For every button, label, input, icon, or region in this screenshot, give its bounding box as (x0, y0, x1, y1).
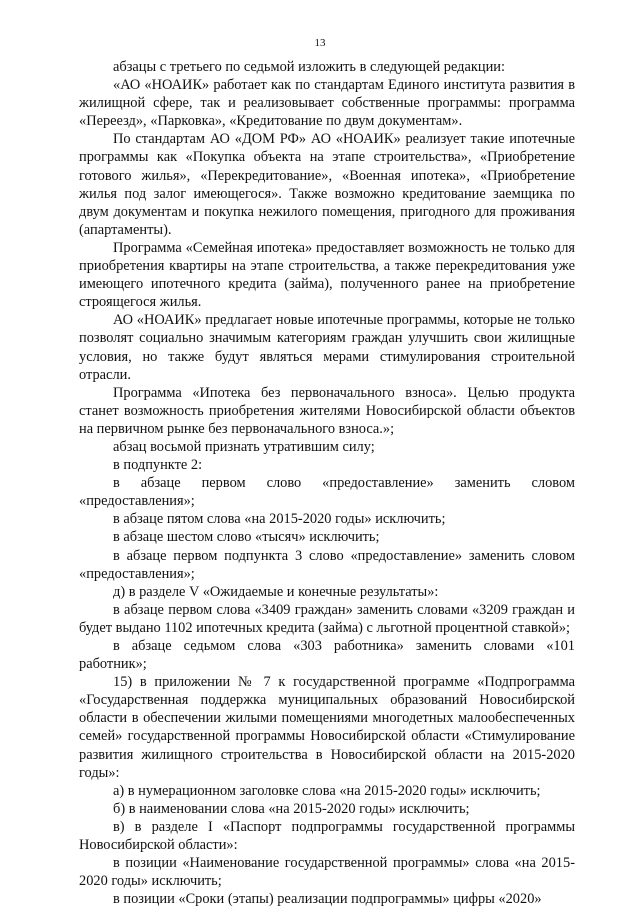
paragraph: абзац восьмой признать утратившим силу; (113, 438, 375, 455)
paragraph: «АО «НОАИК» работает как по стандартам Единого института развития в жилищной сфере, так и реализовывает собственные программы: программа «Переезд», «Парковка», «Кредитование по двум документам». (79, 77, 575, 130)
paragraph: а) в нумерационном заголовке слова «на 2015-2020 годы» исключить; (113, 782, 541, 799)
paragraph: в) в разделе I «Паспорт подпрограммы государственной программы Новосибирской области»: (79, 818, 575, 854)
paragraph: в абзаце седьмом слова «303 работника» заменить словами «101 работник»; (79, 638, 575, 673)
paragraph: в абзаце первом слова «3409 граждан» заменить словами «3209 граждан и будет выдано 1102 ипотечных кредита (займа) с льготной процентной ставкой»; (79, 601, 575, 636)
paragraph: в абзаце первом слово «предоставление» заменить словом «предоставления»; (79, 475, 575, 510)
document-body (79, 58, 575, 908)
page-number: 13 (314, 37, 326, 49)
paragraph: абзацы с третьего по седьмой изложить в следующей редакции: (113, 59, 505, 75)
paragraph: д) в разделе V «Ожидаемые и конечные результаты»: (113, 583, 439, 600)
paragraph: 15) в приложении № 7 к государственной программе «Подпрограмма «Государственная поддержка муниципальных образований Новосибирской области в обеспечении жилыми помещениями многодетных малообеспеченных семей» государственной программы Новосибирской области «Стимулирование развития жилищного строительства в Новосибирской области на 2015-2020 годы»: (79, 674, 575, 781)
paragraph: По стандартам АО «ДОМ РФ» АО «НОАИК» реализует такие ипотечные программы как «Покупка объекта на этапе строительства», «Приобретение готового жилья», «Перекредитование», «Военная ипотека», «Приобретение жилья под залог имеющегося». Также возможно кредитование заемщика по двум документам и покупка нежилого помещения, пригодного для проживания (апартаменты). (79, 131, 575, 238)
paragraph: в абзаце пятом слова «на 2015-2020 годы» исключить; (113, 511, 446, 528)
paragraph: в абзаце первом подпункта 3 слово «предоставление» заменить словом «предоставления»; (79, 547, 575, 582)
paragraph: б) в наименовании слова «на 2015-2020 годы» исключить; (113, 800, 470, 817)
paragraph: в подпункте 2: (113, 457, 203, 474)
paragraph: Программа «Ипотека без первоначального взноса». Целью продукта станет возможность приобретения жителями Новосибирской области объектов на первичном рынке без первоначального взноса.»; (79, 384, 575, 437)
paragraph: АО «НОАИК» предлагает новые ипотечные программы, которые не только позволят социально значимым категориям граждан улучшить свои жилищные условия, но также будут являться мерами стимулирования строительной отрасли. (79, 312, 575, 383)
paragraph: в абзаце шестом слово «тысяч» исключить; (113, 529, 380, 546)
paragraph: в позиции «Наименование государственной программы» слова «на 2015-2020 годы» исключить; (79, 855, 575, 890)
paragraph: Программа «Семейная ипотека» предоставляет возможность не только для приобретения квартиры на этапе строительства, а также перекредитования уже имеющего ипотечного кредита (займа), полученного ранее на приобретение строящегося жилья. (79, 239, 575, 311)
paragraph: в позиции «Сроки (этапы) реализации подпрограммы» цифры «2020» (113, 891, 542, 908)
